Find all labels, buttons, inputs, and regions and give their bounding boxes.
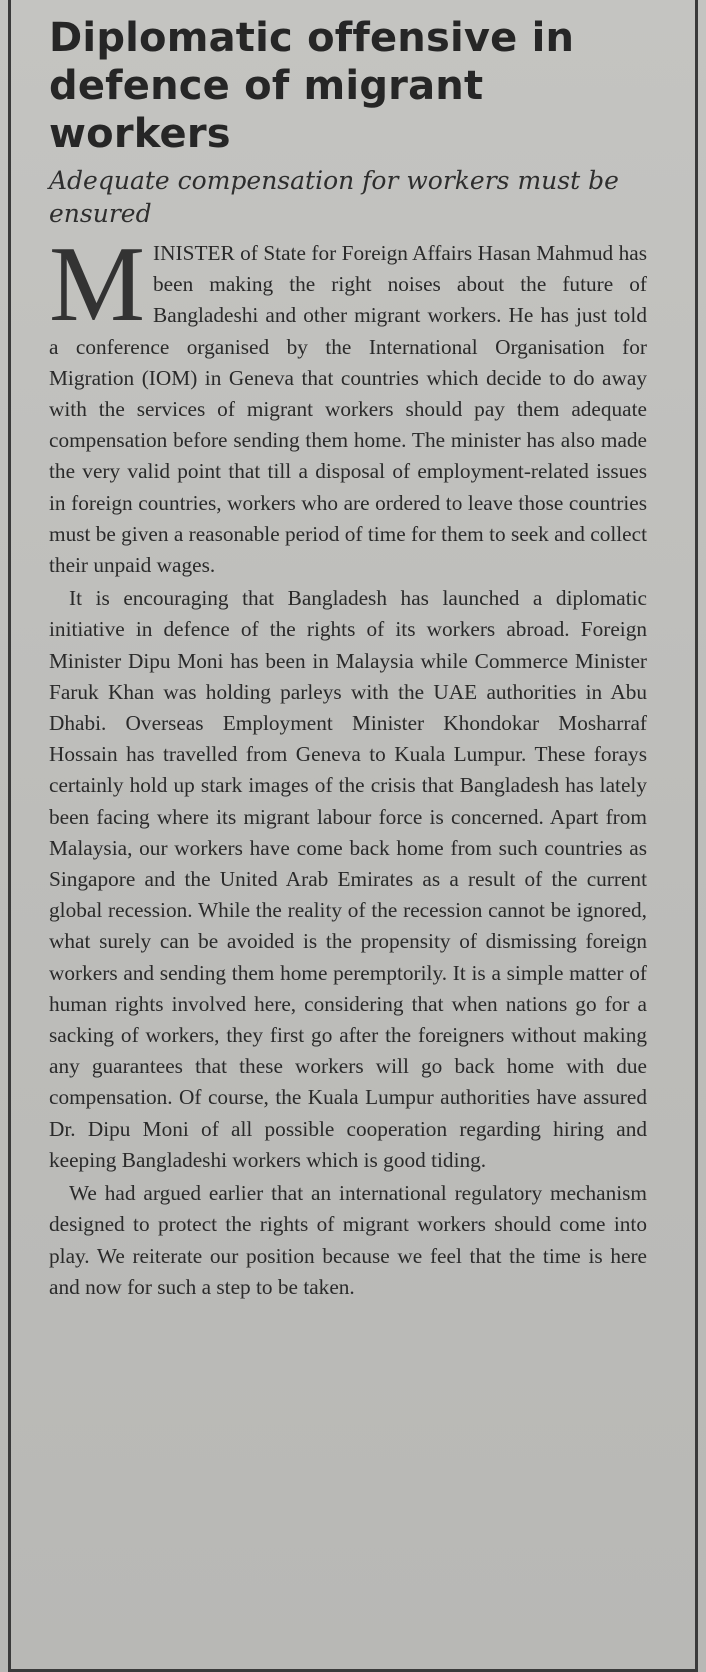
- drop-cap: M: [49, 225, 146, 344]
- article-body: [49, 225, 647, 1303]
- headline: Diplomatic offensive in defence of migrant workers: [49, 15, 575, 157]
- paragraph-2: It is encouraging that Bangladesh has launched a diplomatic initiative in defence of the rights of its workers abroad. Foreign Minister Dipu Moni has been in Malaysia while Commerce Minister Faruk Khan was holding parleys with the UAE authorities in Abu Dhabi. Overseas Employment Minister Khondokar Mosharraf Hossain has travelled from Geneva to Kuala Lumpur. These forays certainly hold up stark images of the crisis that Bangladesh has lately been facing where its migrant labour force is concerned. Apart from Malaysia, our workers have come back home from such countries as Singapore and the United Arab Emirates as a result of the current global recession. While the reality of the recession cannot be ignored, what surely can be avoided is the propensity of dismissing foreign workers and sending them home peremptorily. It is a simple matter of human rights involved here, considering that when nations go for a sacking of workers, they first go after the foreigners without making any guarantees that these workers will go back home with due compensation. Of course, the Kuala Lumpur authorities have assured Dr. Dipu Moni of all possible cooperation regarding hiring and keeping Bangladeshi workers which is good tiding.: [49, 586, 647, 1172]
- paragraph-1: [49, 225, 647, 581]
- paragraph-1-text: INISTER of State for Foreign Affairs Hasan Mahmud has been making the right noises about the future of Bangladeshi and other migrant workers. He has just told a conference organised by the International Organisation for Migration (IOM) in Geneva that countries which decide to do away with the services of migrant workers should pay them adequate compensation before sending them home. The minister has also made the very valid point that till a disposal of employment-related issues in foreign countries, workers who are ordered to leave those countries must be given a reasonable period of time for them to seek and collect their unpaid wages.: [49, 241, 647, 578]
- paragraph-3: We had argued earlier that an international regulatory mechanism designed to protect the rights of migrant workers should come into play. We reiterate our position because we feel that the time is here and now for such a step to be taken.: [49, 1181, 647, 1299]
- editorial-article: [49, 14, 647, 1303]
- subheadline: Adequate compensation for workers must be ensured: [49, 166, 619, 228]
